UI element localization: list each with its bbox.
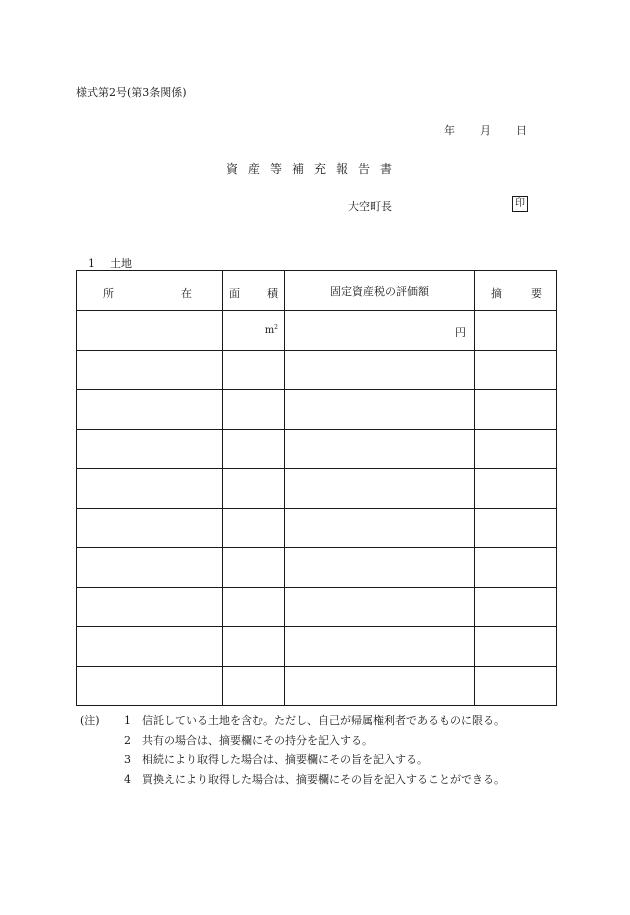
remarks-cell[interactable] (475, 390, 557, 430)
valuation-cell[interactable] (285, 508, 475, 548)
valuation-cell[interactable] (285, 587, 475, 627)
location-cell[interactable] (77, 469, 223, 509)
remarks-cell[interactable] (475, 548, 557, 588)
area-cell[interactable] (223, 390, 285, 430)
addressee: 大空町長 (348, 200, 392, 213)
header-area-char2: 積 (267, 287, 278, 300)
date-line (444, 122, 527, 138)
date-year-label: 年 (444, 124, 455, 137)
note-number: 4 (124, 772, 131, 786)
date-day-label: 日 (516, 124, 527, 137)
location-cell[interactable] (77, 548, 223, 588)
remarks-cell[interactable] (475, 508, 557, 548)
area-unit-m: m (264, 325, 275, 336)
header-location-char2: 在 (181, 287, 192, 300)
valuation-cell[interactable] (285, 350, 475, 390)
location-cell[interactable] (77, 390, 223, 430)
note-number: 1 (124, 714, 131, 727)
location-cell[interactable] (77, 587, 223, 627)
section-number: 1 (88, 257, 95, 270)
land-table (76, 270, 557, 706)
valuation-cell[interactable] (285, 311, 475, 351)
area-unit-sup: 2 (274, 324, 278, 331)
header-location-char1: 所 (103, 287, 114, 300)
table-header-row (77, 271, 557, 311)
area-cell[interactable] (223, 587, 285, 627)
header-valuation: 固定資産税の評価額 (285, 271, 475, 311)
remarks-cell[interactable] (475, 627, 557, 667)
table-row (77, 311, 557, 351)
remarks-cell[interactable] (475, 311, 557, 351)
valuation-cell[interactable] (285, 627, 475, 667)
area-cell[interactable] (223, 429, 285, 469)
remarks-cell[interactable] (475, 429, 557, 469)
note-text: 相続により取得した場合は、摘要欄にその旨を記入する。 (142, 753, 428, 766)
note-text: 信託している土地を含む。ただし、自己が帰属権利者であるものに限る。 (142, 714, 505, 727)
table-row (77, 350, 557, 390)
note-text: 共有の場合は、摘要欄にその持分を記入する。 (142, 733, 373, 747)
section-label: 土地 (110, 257, 132, 270)
area-cell[interactable] (223, 311, 285, 351)
header-location (77, 271, 223, 311)
remarks-cell[interactable] (475, 587, 557, 627)
location-cell[interactable] (77, 311, 223, 351)
table-row (77, 429, 557, 469)
date-month-label: 月 (480, 124, 491, 137)
location-cell[interactable] (77, 350, 223, 390)
table-row (77, 469, 557, 509)
header-remarks-char1: 摘 (491, 287, 502, 300)
area-cell[interactable] (223, 350, 285, 390)
remarks-cell[interactable] (475, 350, 557, 390)
location-cell[interactable] (77, 429, 223, 469)
area-cell[interactable] (223, 666, 285, 706)
location-cell[interactable] (77, 627, 223, 667)
table-row (77, 508, 557, 548)
valuation-cell[interactable] (285, 666, 475, 706)
header-area-char1: 面 (229, 287, 240, 300)
table-row (77, 548, 557, 588)
area-cell[interactable] (223, 469, 285, 509)
valuation-cell[interactable] (285, 548, 475, 588)
remarks-cell[interactable] (475, 666, 557, 706)
header-area (223, 271, 285, 311)
note-number: 3 (124, 753, 131, 766)
area-cell[interactable] (223, 548, 285, 588)
form-number: 様式第2号(第3条関係) (76, 86, 187, 99)
table-row (77, 587, 557, 627)
remarks-cell[interactable] (475, 469, 557, 509)
table-row (77, 627, 557, 667)
area-cell[interactable] (223, 627, 285, 667)
note-number: 2 (124, 733, 131, 747)
location-cell[interactable] (77, 508, 223, 548)
document-title: 資産等補充報告書 (226, 162, 403, 176)
note-text: 買換えにより取得した場合は、摘要欄にその旨を記入することができる。 (142, 772, 505, 786)
valuation-cell[interactable] (285, 469, 475, 509)
table-row (77, 390, 557, 430)
valuation-cell[interactable] (285, 429, 475, 469)
valuation-cell[interactable] (285, 390, 475, 430)
notes-label: (注) (80, 714, 100, 727)
seal-mark: 印 (512, 196, 528, 212)
header-remarks-char2: 要 (531, 287, 542, 300)
section-heading (88, 255, 132, 271)
table-row (77, 666, 557, 706)
area-unit (265, 324, 278, 336)
header-remarks (475, 271, 557, 311)
location-cell[interactable] (77, 666, 223, 706)
valuation-unit: 円 (455, 326, 466, 339)
area-cell[interactable] (223, 508, 285, 548)
